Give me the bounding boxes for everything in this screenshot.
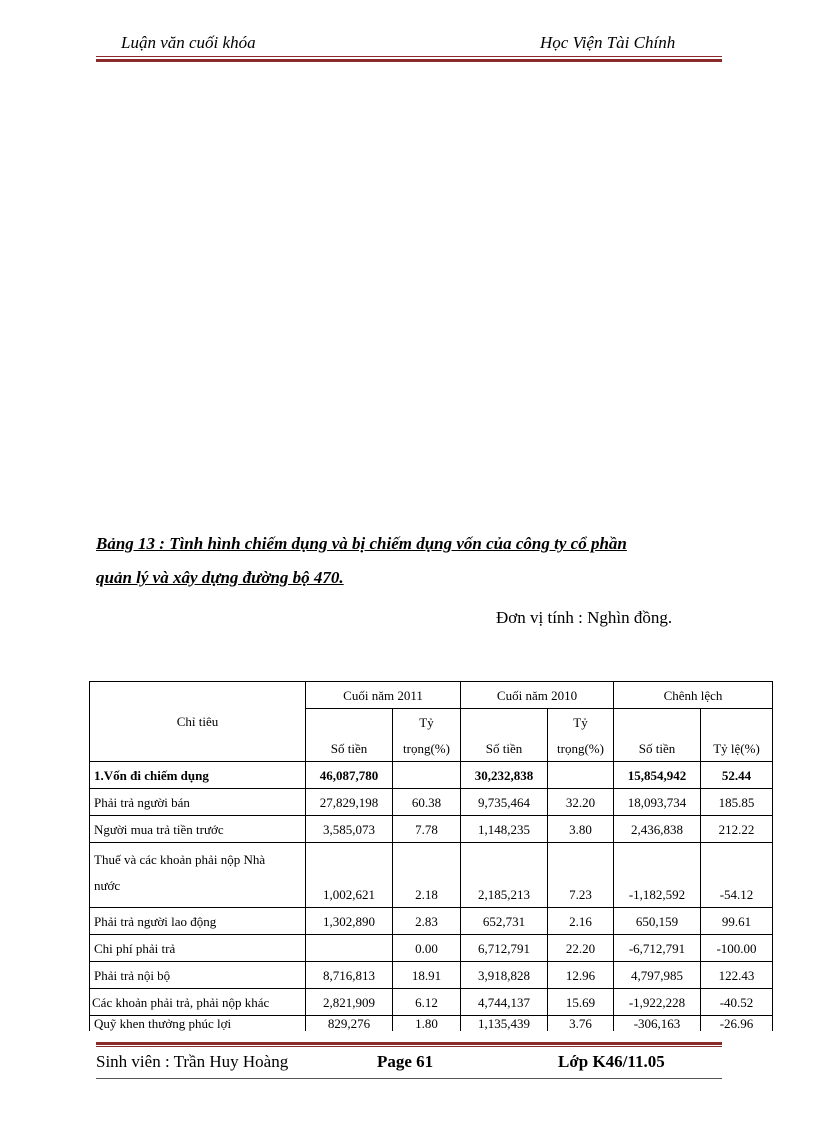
cell: 185.85 <box>701 789 773 816</box>
header-rule-thin <box>96 56 722 57</box>
table-row <box>90 1016 773 1032</box>
cell: 2.83 <box>393 908 461 935</box>
cell: 32.20 <box>548 789 614 816</box>
cell: 6,712,791 <box>461 935 548 962</box>
cell: 52.44 <box>701 762 773 789</box>
trong-2010: trọng(%) <box>548 735 614 762</box>
cell: 7.78 <box>393 816 461 843</box>
cell: 18,093,734 <box>614 789 701 816</box>
cell: -40.52 <box>701 989 773 1016</box>
so-tien-2010: Số tiền <box>461 709 548 762</box>
cell: 15.69 <box>548 989 614 1016</box>
cell: 3,918,828 <box>461 962 548 989</box>
cell: 1,002,621 <box>306 843 393 908</box>
cell: 27,829,198 <box>306 789 393 816</box>
cell: 1.80 <box>393 1016 461 1032</box>
cell: -1,922,228 <box>614 989 701 1016</box>
cell: 650,159 <box>614 908 701 935</box>
footer-bottom-rule <box>96 1078 722 1079</box>
table-row <box>90 908 773 935</box>
cell <box>393 762 461 789</box>
cell: 2,436,838 <box>614 816 701 843</box>
cell: 4,744,137 <box>461 989 548 1016</box>
group-diff: Chênh lệch <box>614 682 773 709</box>
footer-rule-thick <box>96 1042 722 1045</box>
row-label: 1.Vốn đi chiếm dụng <box>90 762 306 789</box>
unit-note: Đơn vị tính : Nghìn đồng. <box>496 608 673 627</box>
group-2010: Cuối năm 2010 <box>461 682 614 709</box>
cell: 2,821,909 <box>306 989 393 1016</box>
cell: 7.23 <box>548 843 614 908</box>
row-label: Phải trả nội bộ <box>90 962 306 989</box>
so-tien-diff: Số tiền <box>614 709 701 762</box>
cell: 18.91 <box>393 962 461 989</box>
footer-class: Lớp K46/11.05 <box>558 1052 665 1071</box>
header-row-1 <box>90 682 773 709</box>
cell: 2.18 <box>393 843 461 908</box>
cell: 3,585,073 <box>306 816 393 843</box>
cell: 829,276 <box>306 1016 393 1032</box>
cell <box>306 935 393 962</box>
cell: 30,232,838 <box>461 762 548 789</box>
table-title-line2: quản lý và xây dựng đường bộ 470. <box>96 568 344 587</box>
cell: 122.43 <box>701 962 773 989</box>
cell: 4,797,985 <box>614 962 701 989</box>
cell: -54.12 <box>701 843 773 908</box>
cell: 9,735,464 <box>461 789 548 816</box>
row-label: Phải trả người lao động <box>90 908 306 935</box>
table-row <box>90 843 773 908</box>
cell: -26.96 <box>701 1016 773 1032</box>
ty-2011: Tỷ <box>393 709 461 736</box>
cell: 1,135,439 <box>461 1016 548 1032</box>
table-row <box>90 789 773 816</box>
cell: 60.38 <box>393 789 461 816</box>
cell: 12.96 <box>548 962 614 989</box>
cell: 212.22 <box>701 816 773 843</box>
cell: 3.80 <box>548 816 614 843</box>
ty-2010: Tỷ <box>548 709 614 736</box>
so-tien-2011: Số tiền <box>306 709 393 762</box>
header-right: Học Viện Tài Chính <box>540 33 676 52</box>
row-label-line2: nước <box>94 878 121 893</box>
cell: 0.00 <box>393 935 461 962</box>
cell: -1,182,592 <box>614 843 701 908</box>
table-title-line1: Bảng 13 : Tình hình chiếm dụng và bị chiếm dụng vốn của công ty cổ phần <box>96 534 627 553</box>
table-row <box>90 762 773 789</box>
cell: 652,731 <box>461 908 548 935</box>
cell: 15,854,942 <box>614 762 701 789</box>
table-row <box>90 989 773 1016</box>
cell: -100.00 <box>701 935 773 962</box>
capital-table <box>89 681 773 1031</box>
cell: 1,302,890 <box>306 908 393 935</box>
col-chi-tieu: Chỉ tiêu <box>90 682 306 762</box>
cell: 8,716,813 <box>306 962 393 989</box>
trong-2011: trọng(%) <box>393 735 461 762</box>
row-label-line1: Thuế và các khoản phải nộp Nhà <box>94 852 266 867</box>
row-label: Người mua trả tiền trước <box>90 816 306 843</box>
row-label: Quỹ khen thưởng phúc lợi <box>90 1016 306 1032</box>
cell: 22.20 <box>548 935 614 962</box>
group-2011: Cuối năm 2011 <box>306 682 461 709</box>
row-label <box>90 843 306 908</box>
cell: 1,148,235 <box>461 816 548 843</box>
cell: 6.12 <box>393 989 461 1016</box>
cell: 99.61 <box>701 908 773 935</box>
cell: 46,087,780 <box>306 762 393 789</box>
footer-page-number: Page 61 <box>377 1052 434 1071</box>
header-rule-thick <box>96 59 722 62</box>
row-label: Phải trả người bán <box>90 789 306 816</box>
row-label: Chi phí phải trả <box>90 935 306 962</box>
row-label: Các khoản phải trả, phải nộp khác <box>90 989 306 1016</box>
ty-le-diff: Tỷ lệ(%) <box>701 709 773 762</box>
cell: 2,185,213 <box>461 843 548 908</box>
cell: 3.76 <box>548 1016 614 1032</box>
header-left: Luận văn cuối khóa <box>121 33 256 52</box>
table-row <box>90 935 773 962</box>
cell <box>548 762 614 789</box>
cell: -306,163 <box>614 1016 701 1032</box>
footer-rule-thin <box>96 1046 722 1047</box>
cell: -6,712,791 <box>614 935 701 962</box>
table-row <box>90 816 773 843</box>
footer-student: Sinh viên : Trần Huy Hoàng <box>96 1052 289 1071</box>
cell: 2.16 <box>548 908 614 935</box>
table-row <box>90 962 773 989</box>
